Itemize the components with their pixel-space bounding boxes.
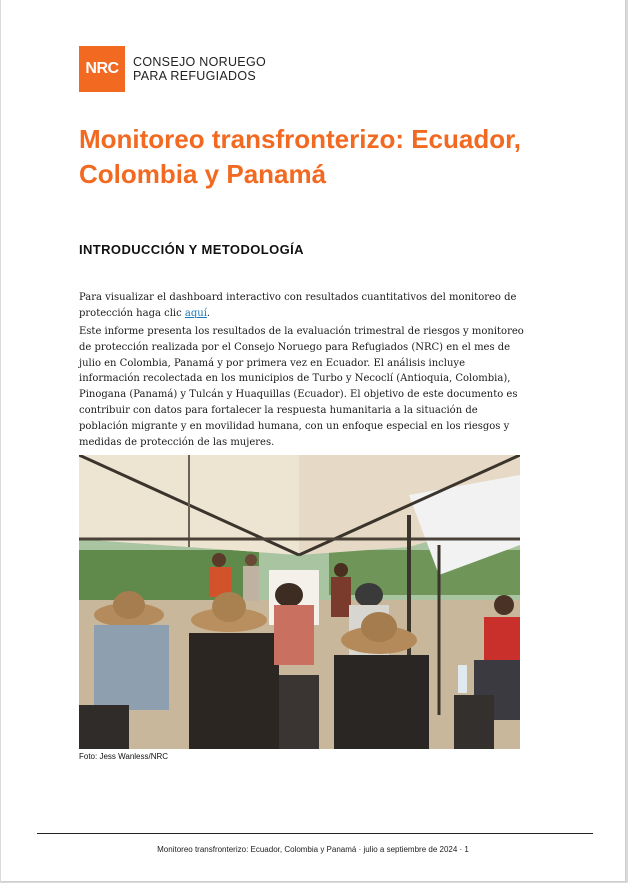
- dashboard-link[interactable]: aquí: [184, 307, 207, 319]
- nrc-logo-mark: NRC: [79, 46, 125, 92]
- field-photo: [79, 455, 520, 749]
- footer-divider: [37, 833, 593, 834]
- nrc-org-name: [133, 55, 266, 83]
- org-name-line1: CONSEJO NORUEGO: [133, 55, 266, 69]
- nrc-logo: [79, 46, 266, 92]
- photo-caption: Foto: Jess Wanless/NRC: [79, 752, 169, 761]
- page-footer: Monitoreo transfronterizo: Ecuador, Colombia y Panamá · julio a septiembre de 2024 · 1: [157, 845, 469, 854]
- dashboard-paragraph-text: Para visualizar el dashboard interactivo con resultados cuantitativos del monitoreo de protección haga clic: [79, 292, 517, 319]
- org-name-line2: PARA REFUGIADOS: [133, 69, 257, 83]
- section-heading: INTRODUCCIÓN Y METODOLOGÍA: [79, 242, 304, 257]
- dashboard-paragraph-end: .: [206, 307, 211, 319]
- document-page: [1, 0, 626, 882]
- intro-paragraph: Este informe presenta los resultados de la evaluación trimestral de riesgos y monitoreo de protección realizada por el Consejo Noruego para Refugiados (NRC) en el mes de julio en Colombia, Panamá y por primera vez en Ecuador. El análisis incluye información recolectada en los municipios de Turbo y Necoclí (Antioquia, Colombia), Pinogana (Panamá) y Tulcán y Huaquillas (Ecuador). El objetivo de este documento es contribuir con datos para fortalecer la respuesta humanitaria a la situación de población migrante y en movilidad humana, con un enfoque especial en los riesgos y medidas de protección de las mujeres.: [79, 326, 524, 448]
- document-title: Monitoreo transfronterizo: Ecuador, Colombia y Panamá: [79, 124, 522, 189]
- dashboard-paragraph: [79, 290, 525, 322]
